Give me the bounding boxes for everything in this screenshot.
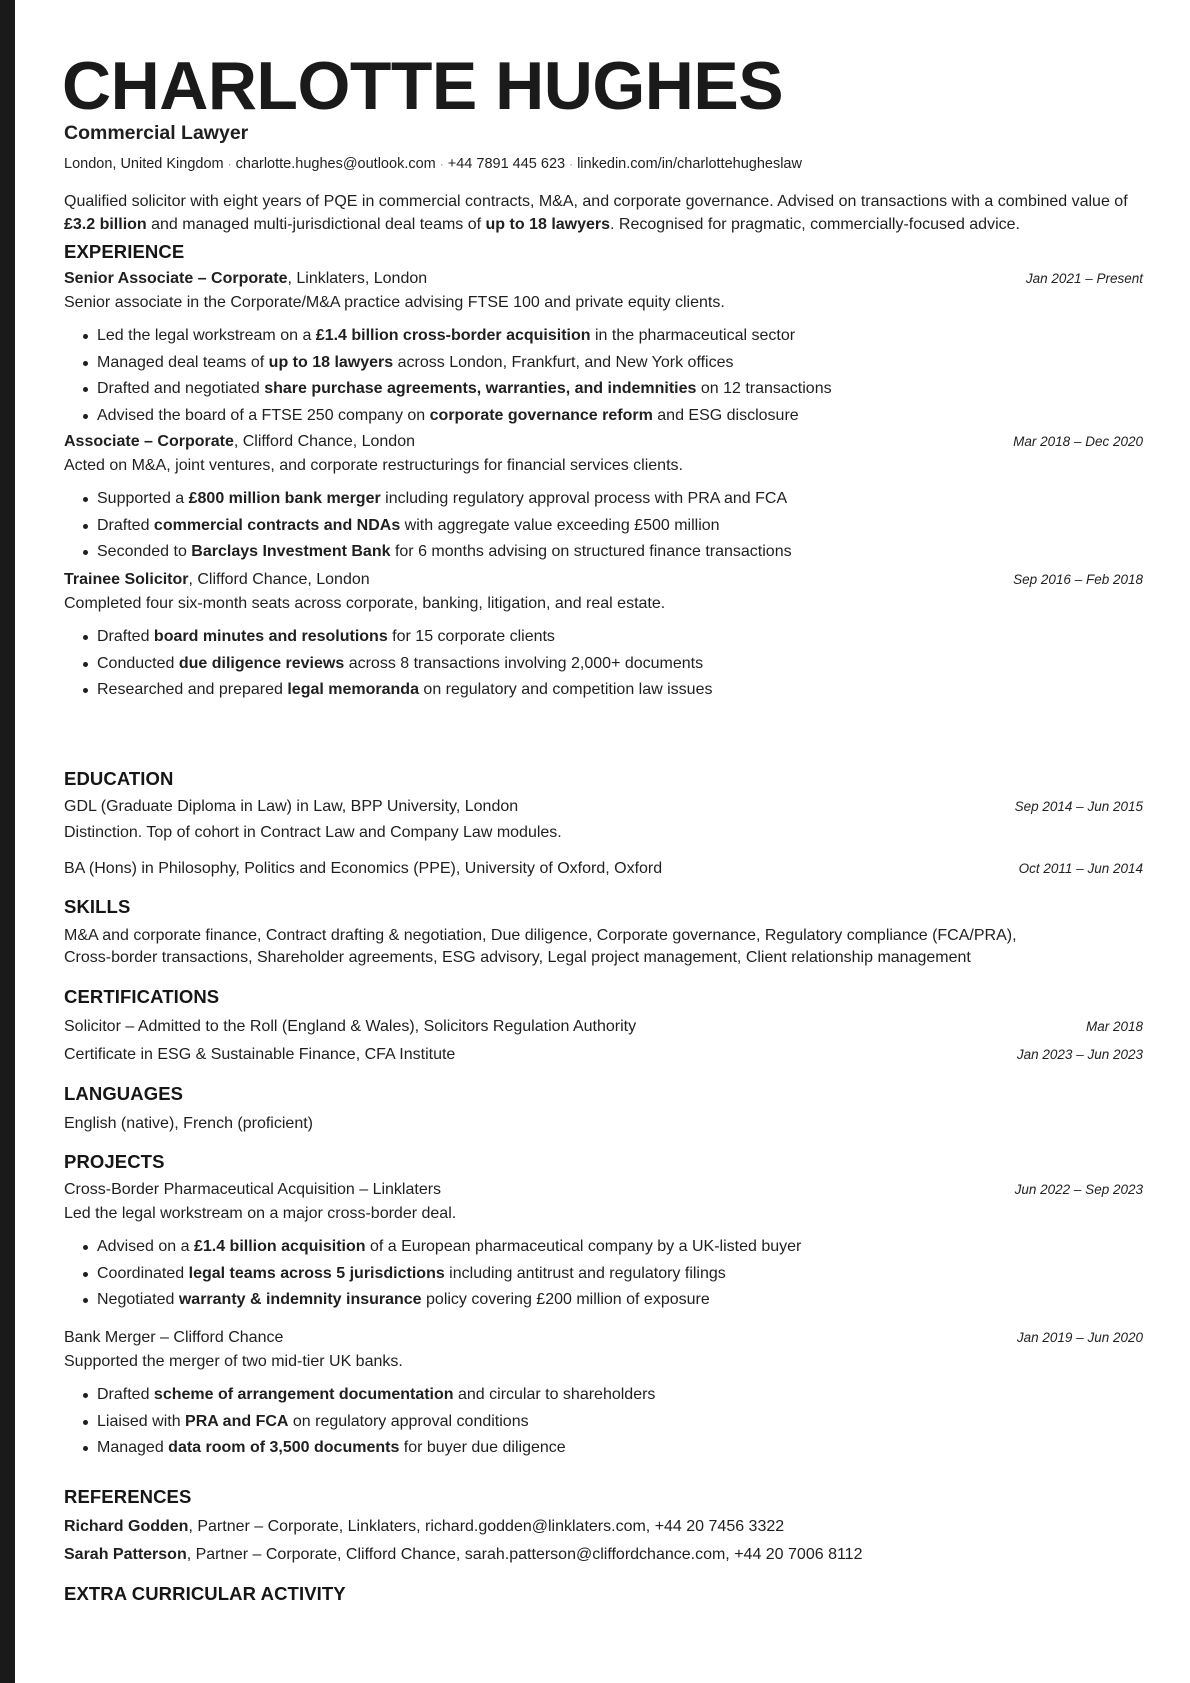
project-dates: Jan 2019 – Jun 2020 bbox=[1016, 1330, 1143, 1345]
project-header bbox=[64, 1181, 1143, 1203]
bullet-item: Advised on a £1.4 billion acquisition of a European pharmaceutical company by a UK-listed buyer bbox=[64, 1237, 801, 1264]
education-note: Distinction. Top of cohort in Contract Law and Company Law modules. bbox=[64, 824, 562, 841]
section-heading-education: EDUCATION bbox=[64, 768, 174, 789]
bullet-item: Coordinated legal teams across 5 jurisdictions including antitrust and regulatory filings bbox=[64, 1264, 801, 1291]
education-item bbox=[64, 798, 1143, 820]
summary-highlight: £3.2 billion bbox=[64, 216, 147, 233]
bullet-item: Conducted due diligence reviews across 8 transactions involving 2,000+ documents bbox=[64, 654, 712, 681]
reference-item bbox=[64, 1546, 862, 1564]
bullet-item: Researched and prepared legal memoranda on regulatory and competition law issues bbox=[64, 680, 712, 707]
certification-dates: Jan 2023 – Jun 2023 bbox=[1016, 1047, 1143, 1062]
section-heading-languages: LANGUAGES bbox=[64, 1083, 184, 1104]
contact-email[interactable]: charlotte.hughes@outlook.com bbox=[235, 156, 436, 172]
job-org: , Clifford Chance, London bbox=[233, 433, 415, 450]
skills-line: Cross-border transactions, Shareholder agreements, ESG advisory, Legal project management, Client relationship management bbox=[64, 949, 971, 966]
separator: · bbox=[569, 157, 574, 171]
education-degree: GDL (Graduate Diploma in Law) in Law, BPP University, London bbox=[64, 798, 519, 815]
contact-line bbox=[64, 156, 802, 172]
summary-text: . Recognised for pragmatic, commercially-focused advice. bbox=[610, 216, 1020, 233]
project-bullets bbox=[64, 1237, 801, 1317]
job-role: Associate – Corporate bbox=[64, 433, 234, 450]
reference-details: , Partner – Corporate, Linklaters, richard.godden@linklaters.com, +44 20 7456 3322 bbox=[188, 1518, 785, 1535]
certification-item bbox=[64, 1046, 1143, 1068]
project-title: Cross-Border Pharmaceutical Acquisition – Linklaters bbox=[64, 1181, 442, 1198]
project-dates: Jun 2022 – Sep 2023 bbox=[1014, 1182, 1143, 1197]
job-dates: Jan 2021 – Present bbox=[1025, 271, 1143, 286]
summary-highlight: up to 18 lawyers bbox=[485, 216, 611, 233]
bullet-item: Drafted scheme of arrangement documentation and circular to shareholders bbox=[64, 1385, 655, 1412]
project-description: Supported the merger of two mid-tier UK banks. bbox=[64, 1353, 403, 1370]
job-header bbox=[64, 270, 1143, 292]
section-heading-projects: PROJECTS bbox=[64, 1151, 165, 1172]
certification-name: Solicitor – Admitted to the Roll (England & Wales), Solicitors Regulation Authority bbox=[64, 1018, 637, 1035]
job-dates: Mar 2018 – Dec 2020 bbox=[1013, 434, 1143, 449]
bullet-item: Advised the board of a FTSE 250 company on corporate governance reform and ESG disclosure bbox=[64, 406, 832, 433]
project-header bbox=[64, 1329, 1143, 1351]
job-title: Commercial Lawyer bbox=[64, 122, 249, 144]
bullet-item: Liaised with PRA and FCA on regulatory approval conditions bbox=[64, 1412, 655, 1439]
reference-item bbox=[64, 1518, 784, 1536]
job-description: Acted on M&A, joint ventures, and corporate restructurings for financial services clients. bbox=[64, 457, 683, 474]
bullet-item: Managed deal teams of up to 18 lawyers across London, Frankfurt, and New York offices bbox=[64, 353, 832, 380]
job-org: , Linklaters, London bbox=[287, 270, 428, 287]
bullet-item: Drafted board minutes and resolutions for 15 corporate clients bbox=[64, 627, 712, 654]
reference-name: Richard Godden bbox=[64, 1518, 189, 1535]
contact-linkedin[interactable]: linkedin.com/in/charlottehugheslaw bbox=[577, 156, 802, 172]
job-bullets bbox=[64, 326, 832, 432]
job-description: Senior associate in the Corporate/M&A practice advising FTSE 100 and private equity clients. bbox=[64, 294, 725, 311]
reference-name: Sarah Patterson bbox=[64, 1546, 187, 1563]
bullet-item: Supported a £800 million bank merger including regulatory approval process with PRA and FCA bbox=[64, 489, 792, 516]
job-dates: Sep 2016 – Feb 2018 bbox=[1013, 572, 1143, 587]
bullet-item: Drafted and negotiated share purchase agreements, warranties, and indemnities on 12 transactions bbox=[64, 379, 832, 406]
certification-name: Certificate in ESG & Sustainable Finance, CFA Institute bbox=[64, 1046, 456, 1063]
project-bullets bbox=[64, 1385, 655, 1465]
project-title: Bank Merger – Clifford Chance bbox=[64, 1329, 284, 1346]
section-heading-extra-curricular: EXTRA CURRICULAR ACTIVITY bbox=[64, 1583, 346, 1604]
contact-phone[interactable]: +44 7891 445 623 bbox=[447, 156, 566, 172]
section-heading-skills: SKILLS bbox=[64, 896, 131, 917]
bullet-item: Drafted commercial contracts and NDAs with aggregate value exceeding £500 million bbox=[64, 516, 792, 543]
job-description: Completed four six-month seats across corporate, banking, litigation, and real estate. bbox=[64, 595, 666, 612]
section-heading-certifications: CERTIFICATIONS bbox=[64, 986, 220, 1007]
education-dates: Oct 2011 – Jun 2014 bbox=[1018, 861, 1143, 876]
certification-item bbox=[64, 1018, 1143, 1040]
professional-summary bbox=[64, 190, 1149, 236]
education-item bbox=[64, 860, 1143, 882]
reference-details: , Partner – Corporate, Clifford Chance, sarah.patterson@cliffordchance.com, +44 20 7006 8112 bbox=[186, 1546, 863, 1563]
summary-text: and managed multi-jurisdictional deal teams of bbox=[146, 216, 486, 233]
job-org: , Clifford Chance, London bbox=[188, 571, 370, 588]
bullet-item: Seconded to Barclays Investment Bank for 6 months advising on structured finance transactions bbox=[64, 542, 792, 569]
bullet-item: Managed data room of 3,500 documents for buyer due diligence bbox=[64, 1438, 655, 1465]
job-header bbox=[64, 433, 1143, 455]
summary-text: Qualified solicitor with eight years of PQE in commercial contracts, M&A, and corporate governance. Advised on transactions with a combined value of bbox=[64, 193, 1128, 210]
project-description: Led the legal workstream on a major cross-border deal. bbox=[64, 1205, 457, 1222]
section-heading-references: REFERENCES bbox=[64, 1486, 192, 1507]
job-role: Senior Associate – Corporate bbox=[64, 270, 288, 287]
languages-text: English (native), French (proficient) bbox=[64, 1115, 313, 1132]
education-degree: BA (Hons) in Philosophy, Politics and Economics (PPE), University of Oxford, Oxford bbox=[64, 860, 663, 877]
skills-line: M&A and corporate finance, Contract drafting & negotiation, Due diligence, Corporate governance, Regulatory compliance (FCA/PRA), bbox=[64, 927, 1017, 944]
contact-location: London, United Kingdom bbox=[64, 156, 224, 172]
separator: · bbox=[439, 157, 444, 171]
certification-dates: Mar 2018 bbox=[1085, 1019, 1143, 1034]
bullet-item: Led the legal workstream on a £1.4 billion cross-border acquisition in the pharmaceutical sector bbox=[64, 326, 832, 353]
education-dates: Sep 2014 – Jun 2015 bbox=[1014, 799, 1143, 814]
job-bullets bbox=[64, 489, 792, 569]
section-heading-experience: EXPERIENCE bbox=[64, 241, 185, 262]
candidate-name: CHARLOTTE HUGHES bbox=[62, 48, 784, 124]
job-role: Trainee Solicitor bbox=[64, 571, 189, 588]
job-bullets bbox=[64, 627, 712, 707]
job-header bbox=[64, 571, 1143, 593]
separator: · bbox=[227, 157, 232, 171]
side-accent-bar bbox=[0, 0, 15, 1683]
bullet-item: Negotiated warranty & indemnity insurance policy covering £200 million of exposure bbox=[64, 1290, 801, 1317]
